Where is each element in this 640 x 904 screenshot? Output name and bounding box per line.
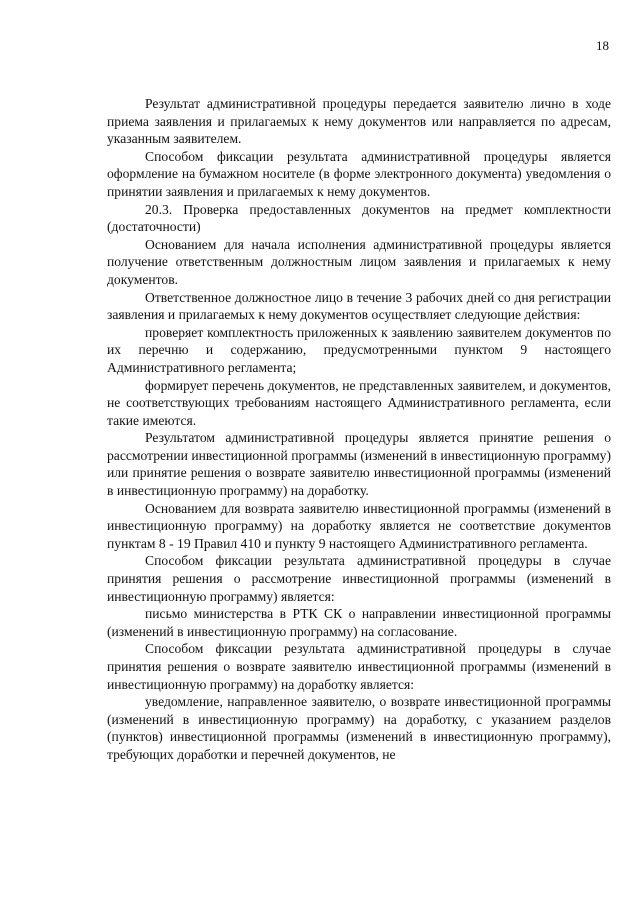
section-heading-20-3: 20.3. Проверка предоставленных документов на предмет комплектности (достаточности) (107, 201, 611, 235)
list-item-form-list: формирует перечень документов, не представленных заявителем, и документов, не соответствующих требованиям настоящего Административного регламента, если такие имеются. (107, 377, 611, 428)
paragraph-fixation-notice: Способом фиксации результата административной процедуры является оформление на бумажном носителе (в форме электронного документа) уведомления о принятии заявления и прилагаемых к нему документов. (107, 148, 611, 199)
list-item-check-completeness: проверяет комплектность приложенных к заявлению заявителем документов по их перечню и содержанию, предусмотренными пунктом 9 настоящего Административного регламента; (107, 324, 611, 375)
list-item-return-notification: уведомление, направленное заявителю, о возврате инвестиционной программы (изменений в инвестиционную программу) на доработку, с указанием разделов (пунктов) инвестиционной программы (изменений в инвестиционную программу), требующих доработки и перечней документов, не (107, 694, 611, 762)
paragraph-procedure-basis: Основанием для начала исполнения административной процедуры является получение ответственным должностным лицом заявления и прилагаемых к нему документов. (107, 236, 611, 287)
paragraph-result-transfer: Результат административной процедуры передается заявителю лично в ходе приема заявления и прилагаемых к нему документов или направляется по адресам, указанным заявителем. (107, 96, 611, 147)
page-number: 18 (596, 38, 609, 53)
paragraph-return-basis: Основанием для возврата заявителю инвестиционной программы (изменений в инвестиционную программу) на доработку является не соответствие документов пунктам 8 - 19 Правил 410 и пункту 9 настоящего Административного регламента. (107, 500, 611, 551)
paragraph-procedure-result: Результатом административной процедуры является принятие решения о рассмотрении инвестиционной программы (изменений в инвестиционную программу) или принятие решения о возврате заявителю инвестиционной программы (изменений в инвестиционную программу) на доработку. (107, 430, 611, 499)
paragraph-fixation-review: Способом фиксации результата административной процедуры в случае принятия решения о рассмотрение инвестиционной программы (изменений в инвестиционную программу) является: (107, 553, 611, 604)
document-body (107, 95, 611, 764)
paragraph-fixation-return: Способом фиксации результата административной процедуры в случае принятия решения о возврате заявителю инвестиционной программы (изменений в инвестиционную программу) на доработку является: (107, 641, 611, 692)
paragraph-official-actions: Ответственное должностное лицо в течение 3 рабочих дней со дня регистрации заявления и прилагаемых к нему документов осуществляет следующие действия: (107, 289, 611, 323)
list-item-ministry-letter: письмо министерства в РТК СК о направлении инвестиционной программы (изменений в инвестиционную программу) на согласование. (107, 606, 611, 639)
